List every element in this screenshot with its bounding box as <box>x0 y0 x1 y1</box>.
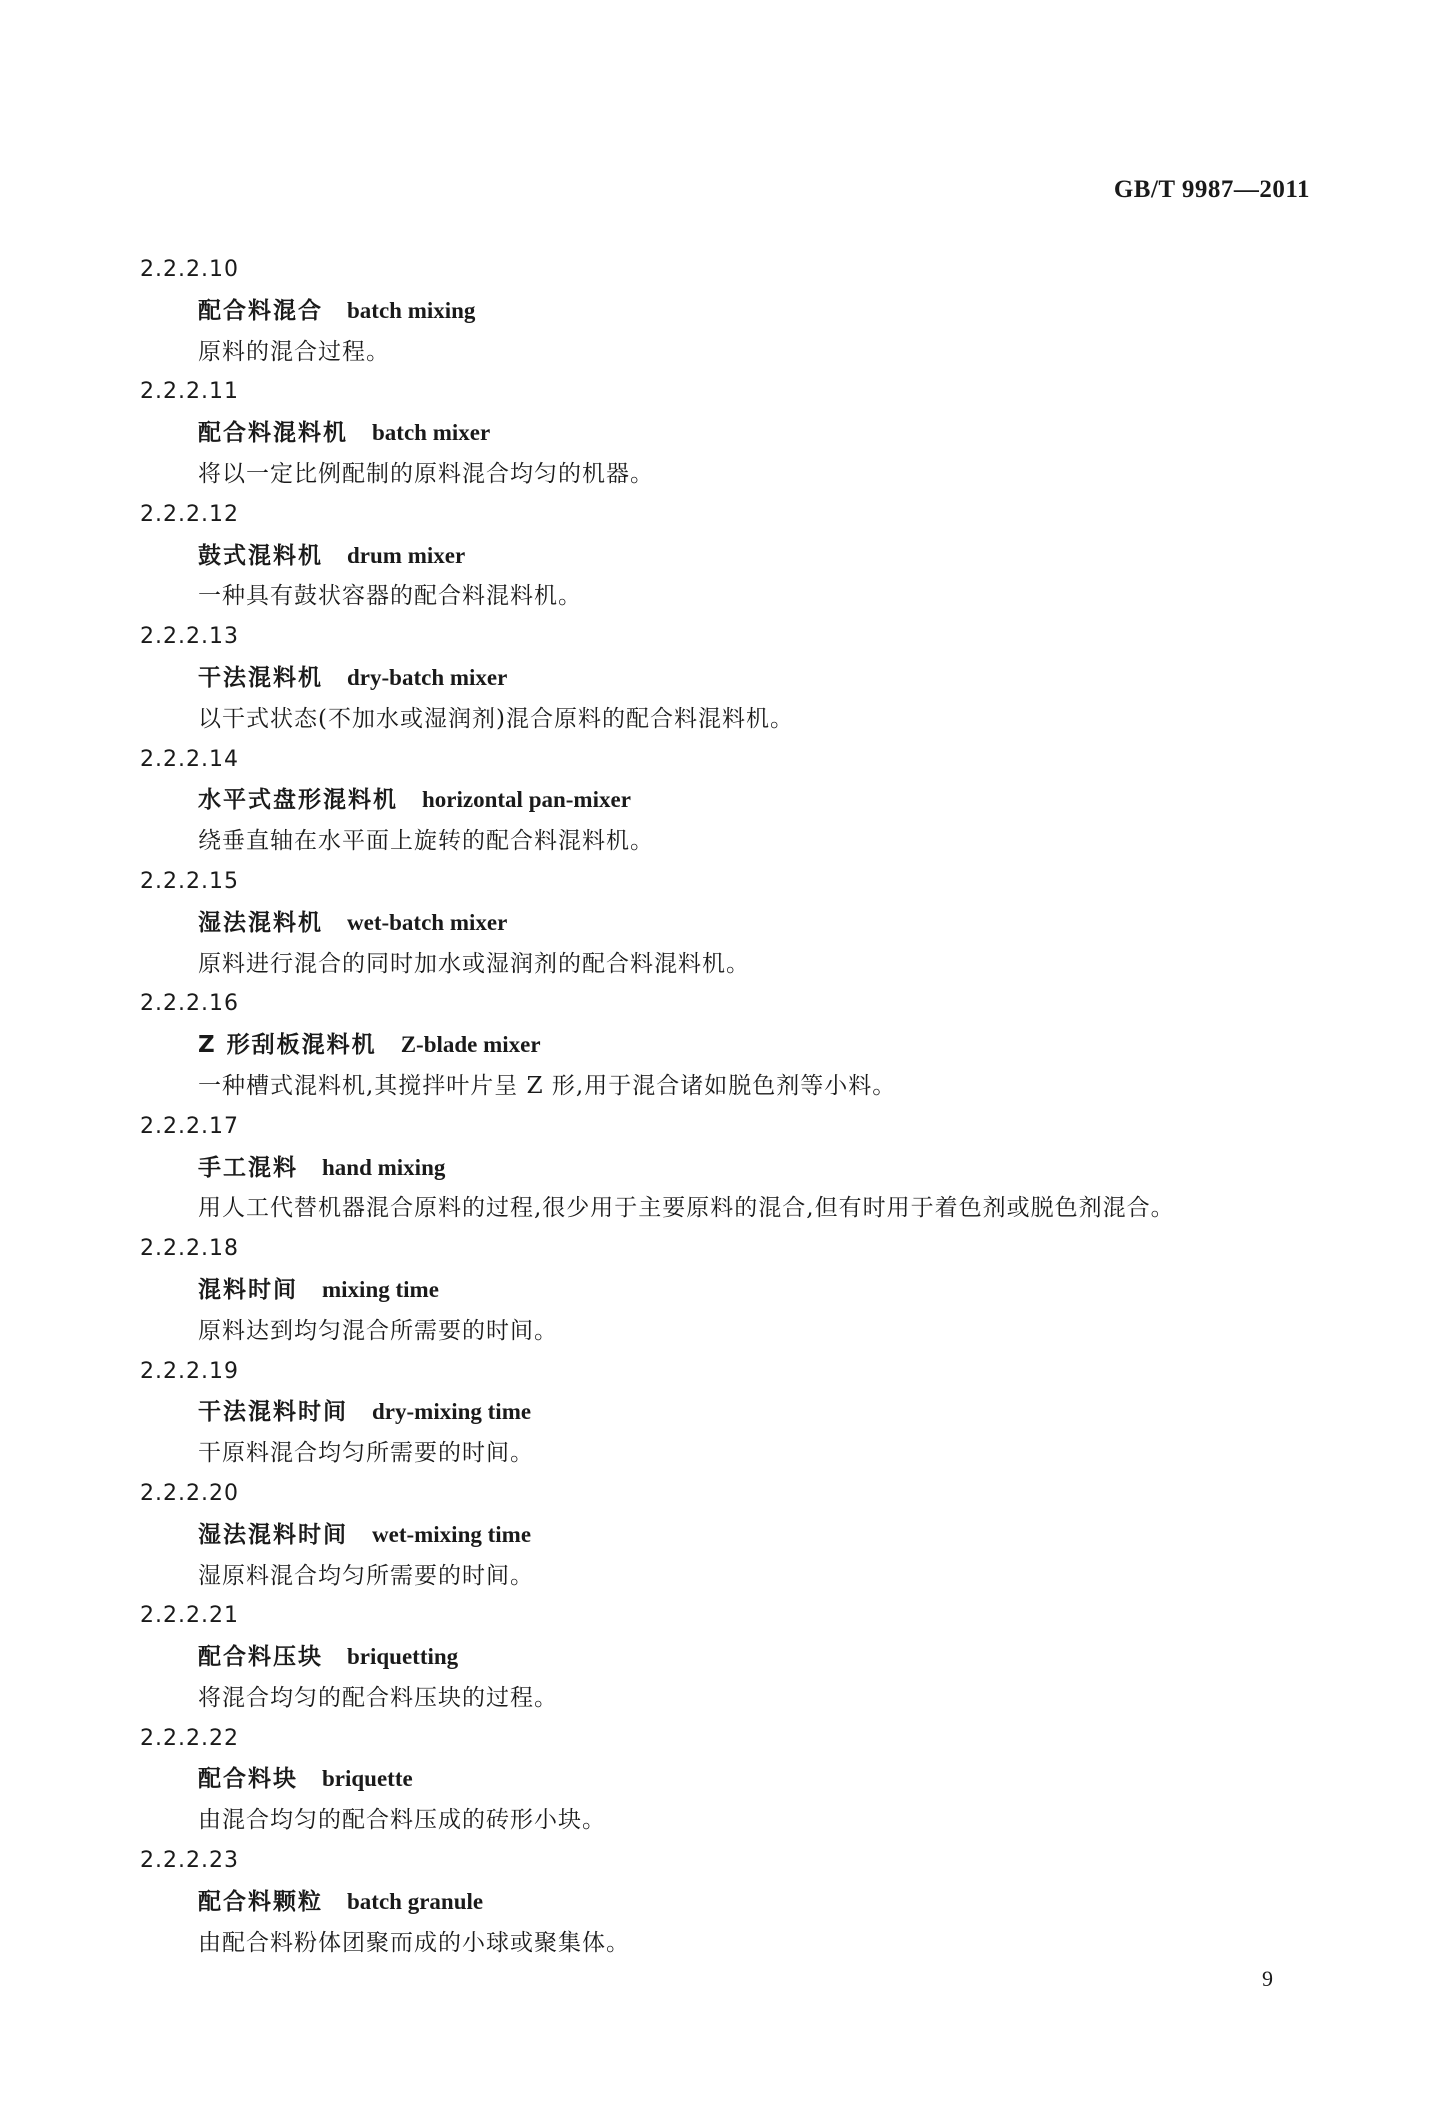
entry-number: 2.2.2.16 <box>140 991 239 1017</box>
term-chinese: 配合料颗粒 <box>198 1888 323 1915</box>
term-entry <box>140 250 1320 372</box>
entry-number: 2.2.2.15 <box>140 868 239 894</box>
term-entry <box>140 1841 1320 1963</box>
term-english: mixing time <box>322 1276 439 1302</box>
term-chinese: 鼓式混料机 <box>198 542 323 569</box>
term-chinese: 手工混料 <box>198 1154 298 1181</box>
term-english: wet-batch mixer <box>347 909 508 935</box>
term-entry <box>140 372 1320 494</box>
entry-term <box>140 903 1320 944</box>
term-chinese: 湿法混料时间 <box>198 1521 348 1548</box>
entry-term <box>140 1025 1320 1066</box>
entry-term <box>140 1515 1320 1556</box>
term-chinese: 湿法混料机 <box>198 909 323 936</box>
entry-definition: 将以一定比例配制的原料混合均匀的机器。 <box>198 460 654 487</box>
term-english: wet-mixing time <box>372 1521 532 1547</box>
standard-code-header: GB/T 9987—2011 <box>1113 176 1310 203</box>
term-entry <box>140 862 1320 984</box>
entry-term <box>140 413 1320 454</box>
entry-definition: 绕垂直轴在水平面上旋转的配合料混料机。 <box>198 828 654 855</box>
entry-number: 2.2.2.19 <box>140 1358 239 1384</box>
term-english: batch mixing <box>347 297 476 323</box>
entry-number: 2.2.2.20 <box>140 1480 239 1506</box>
entry-definition: 一种具有鼓状容器的配合料混料机。 <box>198 583 582 610</box>
term-entry <box>140 1474 1320 1596</box>
entry-number: 2.2.2.17 <box>140 1113 239 1139</box>
entry-number: 2.2.2.22 <box>140 1725 239 1751</box>
term-english: batch granule <box>347 1888 484 1914</box>
entry-definition: 由混合均匀的配合料压成的砖形小块。 <box>198 1807 606 1834</box>
entry-term <box>140 291 1320 332</box>
term-chinese: 配合料混料机 <box>198 420 348 447</box>
term-chinese: 配合料压块 <box>198 1644 323 1671</box>
entry-definition: 原料达到均匀混合所需要的时间。 <box>198 1317 558 1344</box>
term-english: dry-mixing time <box>372 1399 532 1425</box>
term-chinese: 配合料混合 <box>198 297 323 324</box>
entry-number: 2.2.2.10 <box>140 257 239 282</box>
term-chinese: 混料时间 <box>198 1276 298 1303</box>
entry-number: 2.2.2.12 <box>140 501 239 527</box>
entry-definition: 湿原料混合均匀所需要的时间。 <box>198 1562 534 1589</box>
term-entry <box>140 617 1320 739</box>
term-chinese: Z 形刮板混料机 <box>198 1032 377 1059</box>
term-english: briquetting <box>347 1644 459 1670</box>
term-chinese: 干法混料时间 <box>198 1399 348 1426</box>
term-english: dry-batch mixer <box>347 664 508 690</box>
entry-definition: 将混合均匀的配合料压块的过程。 <box>198 1684 558 1711</box>
term-english: drum mixer <box>347 542 466 568</box>
entry-term <box>140 1392 1320 1433</box>
entry-term <box>140 1882 1320 1923</box>
entry-number: 2.2.2.13 <box>140 624 239 650</box>
term-english: horizontal pan-mixer <box>422 787 631 813</box>
entry-term <box>140 780 1320 821</box>
term-entries <box>140 250 1320 1963</box>
entry-number: 2.2.2.18 <box>140 1236 239 1262</box>
entry-term <box>140 1148 1320 1189</box>
entry-definition: 原料的混合过程。 <box>198 338 390 365</box>
term-english: hand mixing <box>322 1154 446 1180</box>
entry-definition: 由配合料粉体团聚而成的小球或聚集体。 <box>198 1929 630 1956</box>
entry-term <box>140 658 1320 699</box>
page-number: 9 <box>1262 1966 1273 1991</box>
entry-term <box>140 1637 1320 1678</box>
entry-number: 2.2.2.14 <box>140 746 239 772</box>
term-english: batch mixer <box>372 420 491 446</box>
term-entry <box>140 1352 1320 1474</box>
entry-term <box>140 536 1320 577</box>
entry-number: 2.2.2.21 <box>140 1603 239 1629</box>
term-entry <box>140 1719 1320 1841</box>
entry-term <box>140 1270 1320 1311</box>
term-entry <box>140 1229 1320 1351</box>
term-entry <box>140 984 1320 1106</box>
entry-definition: 以干式状态(不加水或湿润剂)混合原料的配合料混料机。 <box>198 705 794 732</box>
entry-number: 2.2.2.23 <box>140 1848 239 1874</box>
term-english: Z-blade mixer <box>400 1032 541 1058</box>
entry-definition: 原料进行混合的同时加水或湿润剂的配合料混料机。 <box>198 950 750 977</box>
term-entry <box>140 1596 1320 1718</box>
term-chinese: 水平式盘形混料机 <box>198 787 398 814</box>
term-english: briquette <box>322 1766 413 1792</box>
entry-definition: 一种槽式混料机,其搅拌叶片呈 Z 形,用于混合诸如脱色剂等小料。 <box>198 1072 897 1099</box>
term-entry <box>140 1107 1320 1229</box>
entry-definition: 用人工代替机器混合原料的过程,很少用于主要原料的混合,但有时用于着色剂或脱色剂混合。 <box>198 1195 1175 1222</box>
term-chinese: 配合料块 <box>198 1766 298 1793</box>
term-chinese: 干法混料机 <box>198 664 323 691</box>
entry-number: 2.2.2.11 <box>140 379 239 405</box>
term-entry <box>140 495 1320 617</box>
entry-term <box>140 1759 1320 1800</box>
entry-definition: 干原料混合均匀所需要的时间。 <box>198 1440 534 1467</box>
term-entry <box>140 740 1320 862</box>
